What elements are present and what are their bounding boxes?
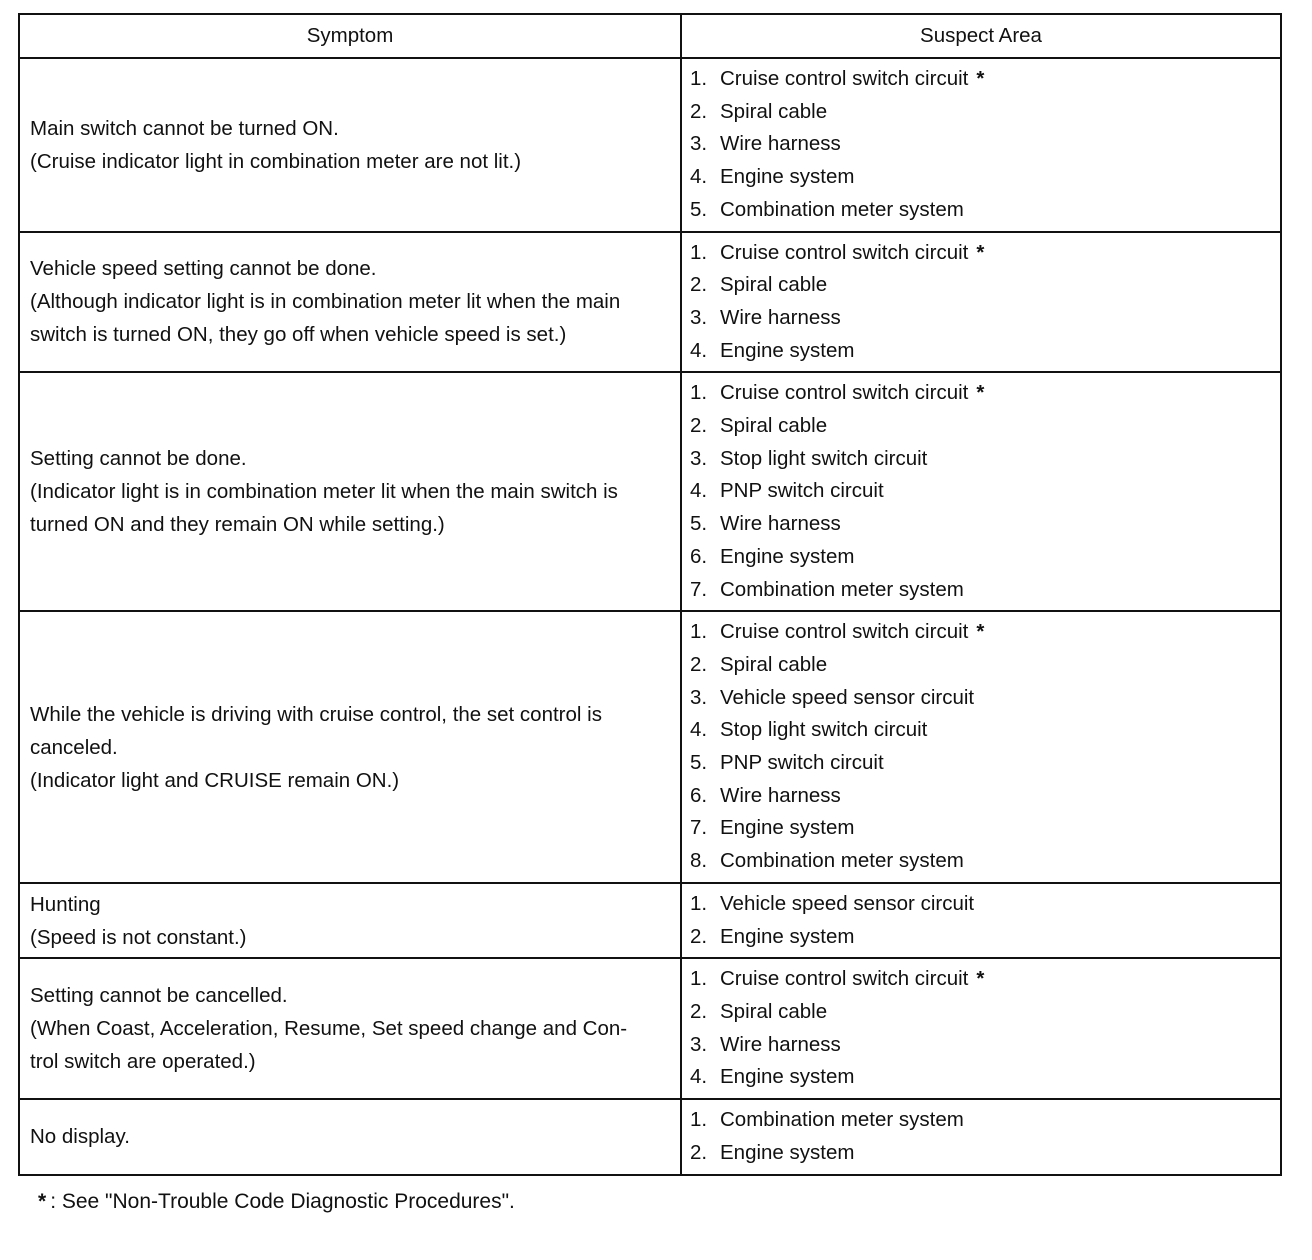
symptom-cell bbox=[19, 958, 681, 1099]
symptom-text-line: Main switch cannot be turned ON. bbox=[30, 116, 339, 140]
table-header bbox=[19, 14, 1281, 58]
symptom-text-line: While the vehicle is driving with cruise control, the set control is bbox=[30, 702, 602, 726]
list-item bbox=[690, 1061, 1272, 1094]
item-text: Stop light switch circuit bbox=[720, 718, 928, 742]
suspect-area-cell bbox=[681, 611, 1281, 883]
list-item bbox=[690, 574, 1272, 607]
header-row bbox=[19, 14, 1281, 58]
item-number: 1. bbox=[690, 891, 708, 915]
item-number: 2. bbox=[690, 999, 708, 1023]
item-number: 3. bbox=[690, 132, 708, 156]
symptom-text-line: (Indicator light is in combination meter lit when the main switch is bbox=[30, 480, 618, 504]
footnote-asterisk: * bbox=[38, 1190, 47, 1213]
list-item bbox=[690, 508, 1272, 541]
item-number: 2. bbox=[690, 652, 708, 676]
item-number: 5. bbox=[690, 751, 708, 775]
item-text: Engine system bbox=[720, 924, 855, 948]
item-text: Engine system bbox=[720, 1140, 855, 1164]
asterisk-icon: * bbox=[976, 67, 985, 90]
asterisk-icon: * bbox=[976, 381, 985, 405]
list-item bbox=[690, 161, 1272, 194]
item-text: Wire harness bbox=[720, 783, 841, 807]
item-number: 1. bbox=[690, 240, 708, 264]
suspect-area-cell bbox=[681, 1099, 1281, 1174]
item-text: PNP switch circuit bbox=[720, 479, 884, 503]
list-item bbox=[690, 682, 1272, 715]
item-number: 5. bbox=[690, 197, 708, 221]
symptom-text-line: (Although indicator light is in combination meter lit when the main bbox=[30, 290, 621, 314]
item-number: 4. bbox=[690, 479, 708, 503]
item-number: 2. bbox=[690, 99, 708, 123]
suspect-area-list bbox=[690, 1104, 1272, 1169]
list-item bbox=[690, 747, 1272, 780]
item-text: Cruise control switch circuit bbox=[720, 240, 969, 264]
symptom-text-line: switch is turned ON, they go off when vehicle speed is set.) bbox=[30, 323, 567, 347]
item-number: 6. bbox=[690, 544, 708, 568]
suspect-area-cell bbox=[681, 883, 1281, 958]
table-row bbox=[19, 883, 1281, 958]
footnote-text: : See "Non-Trouble Code Diagnostic Procedures". bbox=[50, 1190, 515, 1213]
item-text: PNP switch circuit bbox=[720, 751, 884, 775]
item-number: 4. bbox=[690, 1065, 708, 1089]
item-text: Engine system bbox=[720, 165, 855, 189]
item-text: Spiral cable bbox=[720, 999, 828, 1023]
item-text: Wire harness bbox=[720, 1032, 841, 1056]
symptom-text-line: canceled. bbox=[30, 735, 118, 759]
table-row bbox=[19, 958, 1281, 1099]
item-text: Wire harness bbox=[720, 512, 841, 536]
item-number: 2. bbox=[690, 1140, 708, 1164]
item-text: Engine system bbox=[720, 816, 855, 840]
list-item bbox=[690, 888, 1272, 921]
item-number: 7. bbox=[690, 816, 708, 840]
table-row bbox=[19, 372, 1281, 611]
list-item bbox=[690, 780, 1272, 813]
list-item bbox=[690, 812, 1272, 845]
symptom-text-line: turned ON and they remain ON while setting.) bbox=[30, 513, 445, 537]
item-number: 2. bbox=[690, 924, 708, 948]
item-text: Engine system bbox=[720, 338, 855, 362]
item-number: 6. bbox=[690, 783, 708, 807]
symptom-text-line: Setting cannot be done. bbox=[30, 447, 247, 471]
symptom-text-line: Setting cannot be cancelled. bbox=[30, 984, 288, 1008]
symptom-text-line: (Speed is not constant.) bbox=[30, 925, 247, 949]
item-number: 4. bbox=[690, 165, 708, 189]
table-body bbox=[19, 58, 1281, 1175]
item-text: Cruise control switch circuit bbox=[720, 620, 969, 644]
item-number: 5. bbox=[690, 512, 708, 536]
item-number: 3. bbox=[690, 305, 708, 329]
item-text: Engine system bbox=[720, 544, 855, 568]
symptom-column-header: Symptom bbox=[19, 14, 681, 58]
symptom-text-line: Hunting bbox=[30, 892, 101, 916]
symptom-cell bbox=[19, 232, 681, 373]
item-text: Spiral cable bbox=[720, 273, 828, 297]
item-number: 7. bbox=[690, 577, 708, 601]
item-text: Engine system bbox=[720, 1065, 855, 1089]
suspect-area-list bbox=[690, 377, 1272, 606]
suspect-area-cell bbox=[681, 232, 1281, 373]
list-item bbox=[690, 845, 1272, 878]
symptom-text-line: No display. bbox=[30, 1125, 130, 1149]
item-number: 1. bbox=[690, 1108, 708, 1132]
list-item bbox=[690, 1104, 1272, 1137]
list-item bbox=[690, 237, 1272, 270]
table-row bbox=[19, 611, 1281, 883]
item-number: 1. bbox=[690, 620, 708, 644]
item-number: 3. bbox=[690, 446, 708, 470]
asterisk-icon: * bbox=[976, 967, 985, 991]
item-text: Vehicle speed sensor circuit bbox=[720, 891, 975, 915]
item-text: Cruise control switch circuit bbox=[720, 967, 969, 991]
table-row bbox=[19, 1099, 1281, 1174]
suspect-area-list bbox=[690, 616, 1272, 878]
suspect-area-cell bbox=[681, 58, 1281, 232]
item-text: Combination meter system bbox=[720, 1108, 964, 1132]
list-item bbox=[690, 996, 1272, 1029]
item-number: 1. bbox=[690, 967, 708, 991]
list-item bbox=[690, 443, 1272, 476]
item-number: 4. bbox=[690, 718, 708, 742]
item-number: 8. bbox=[690, 849, 708, 873]
item-text: Spiral cable bbox=[720, 99, 828, 123]
item-text: Combination meter system bbox=[720, 197, 964, 221]
asterisk-icon: * bbox=[976, 240, 985, 264]
item-text: Combination meter system bbox=[720, 577, 964, 601]
asterisk-icon: * bbox=[976, 620, 985, 644]
suspect-area-list bbox=[690, 237, 1272, 368]
symptom-cell bbox=[19, 883, 681, 958]
item-text: Wire harness bbox=[720, 305, 841, 329]
list-item bbox=[690, 269, 1272, 302]
item-number: 2. bbox=[690, 273, 708, 297]
symptom-text-line: trol switch are operated.) bbox=[30, 1050, 256, 1074]
list-item bbox=[690, 377, 1272, 410]
list-item bbox=[690, 96, 1272, 129]
item-text: Cruise control switch circuit bbox=[720, 67, 969, 90]
list-item bbox=[690, 714, 1272, 747]
suspect-area-list bbox=[690, 963, 1272, 1094]
item-text: Wire harness bbox=[720, 132, 841, 156]
symptom-text-line: (Indicator light and CRUISE remain ON.) bbox=[30, 768, 400, 792]
item-number: 3. bbox=[690, 685, 708, 709]
symptom-text-line: (When Coast, Acceleration, Resume, Set speed change and Con- bbox=[30, 1017, 628, 1041]
symptom-cell bbox=[19, 58, 681, 232]
list-item bbox=[690, 921, 1272, 954]
suspect-area-cell bbox=[681, 372, 1281, 611]
list-item bbox=[690, 1137, 1272, 1170]
table-row bbox=[19, 58, 1281, 232]
list-item bbox=[690, 963, 1272, 996]
item-number: 2. bbox=[690, 414, 708, 438]
item-number: 4. bbox=[690, 338, 708, 362]
item-number: 1. bbox=[690, 67, 708, 90]
suspect-area-column-header: Suspect Area bbox=[681, 14, 1281, 58]
symptom-cell bbox=[19, 611, 681, 883]
list-item bbox=[690, 128, 1272, 161]
suspect-area-list bbox=[690, 888, 1272, 953]
item-text: Stop light switch circuit bbox=[720, 446, 928, 470]
footnote bbox=[38, 1190, 515, 1214]
list-item bbox=[690, 302, 1272, 335]
list-item bbox=[690, 410, 1272, 443]
symptom-text-line: (Cruise indicator light in combination meter are not lit.) bbox=[30, 149, 522, 173]
list-item bbox=[690, 475, 1272, 508]
item-text: Vehicle speed sensor circuit bbox=[720, 685, 975, 709]
item-text: Spiral cable bbox=[720, 414, 828, 438]
list-item bbox=[690, 541, 1272, 574]
suspect-area-cell bbox=[681, 958, 1281, 1099]
suspect-area-list bbox=[690, 63, 1272, 227]
list-item bbox=[690, 649, 1272, 682]
item-text: Combination meter system bbox=[720, 849, 964, 873]
list-item bbox=[690, 194, 1272, 227]
table-row bbox=[19, 232, 1281, 373]
list-item bbox=[690, 63, 1272, 96]
diagnosis-table bbox=[18, 13, 1282, 1176]
symptom-cell bbox=[19, 372, 681, 611]
list-item bbox=[690, 1029, 1272, 1062]
list-item bbox=[690, 335, 1272, 368]
item-text: Cruise control switch circuit bbox=[720, 381, 969, 405]
item-number: 1. bbox=[690, 381, 708, 405]
list-item bbox=[690, 616, 1272, 649]
symptom-cell bbox=[19, 1099, 681, 1174]
symptom-text-line: Vehicle speed setting cannot be done. bbox=[30, 257, 377, 281]
item-text: Spiral cable bbox=[720, 652, 828, 676]
item-number: 3. bbox=[690, 1032, 708, 1056]
